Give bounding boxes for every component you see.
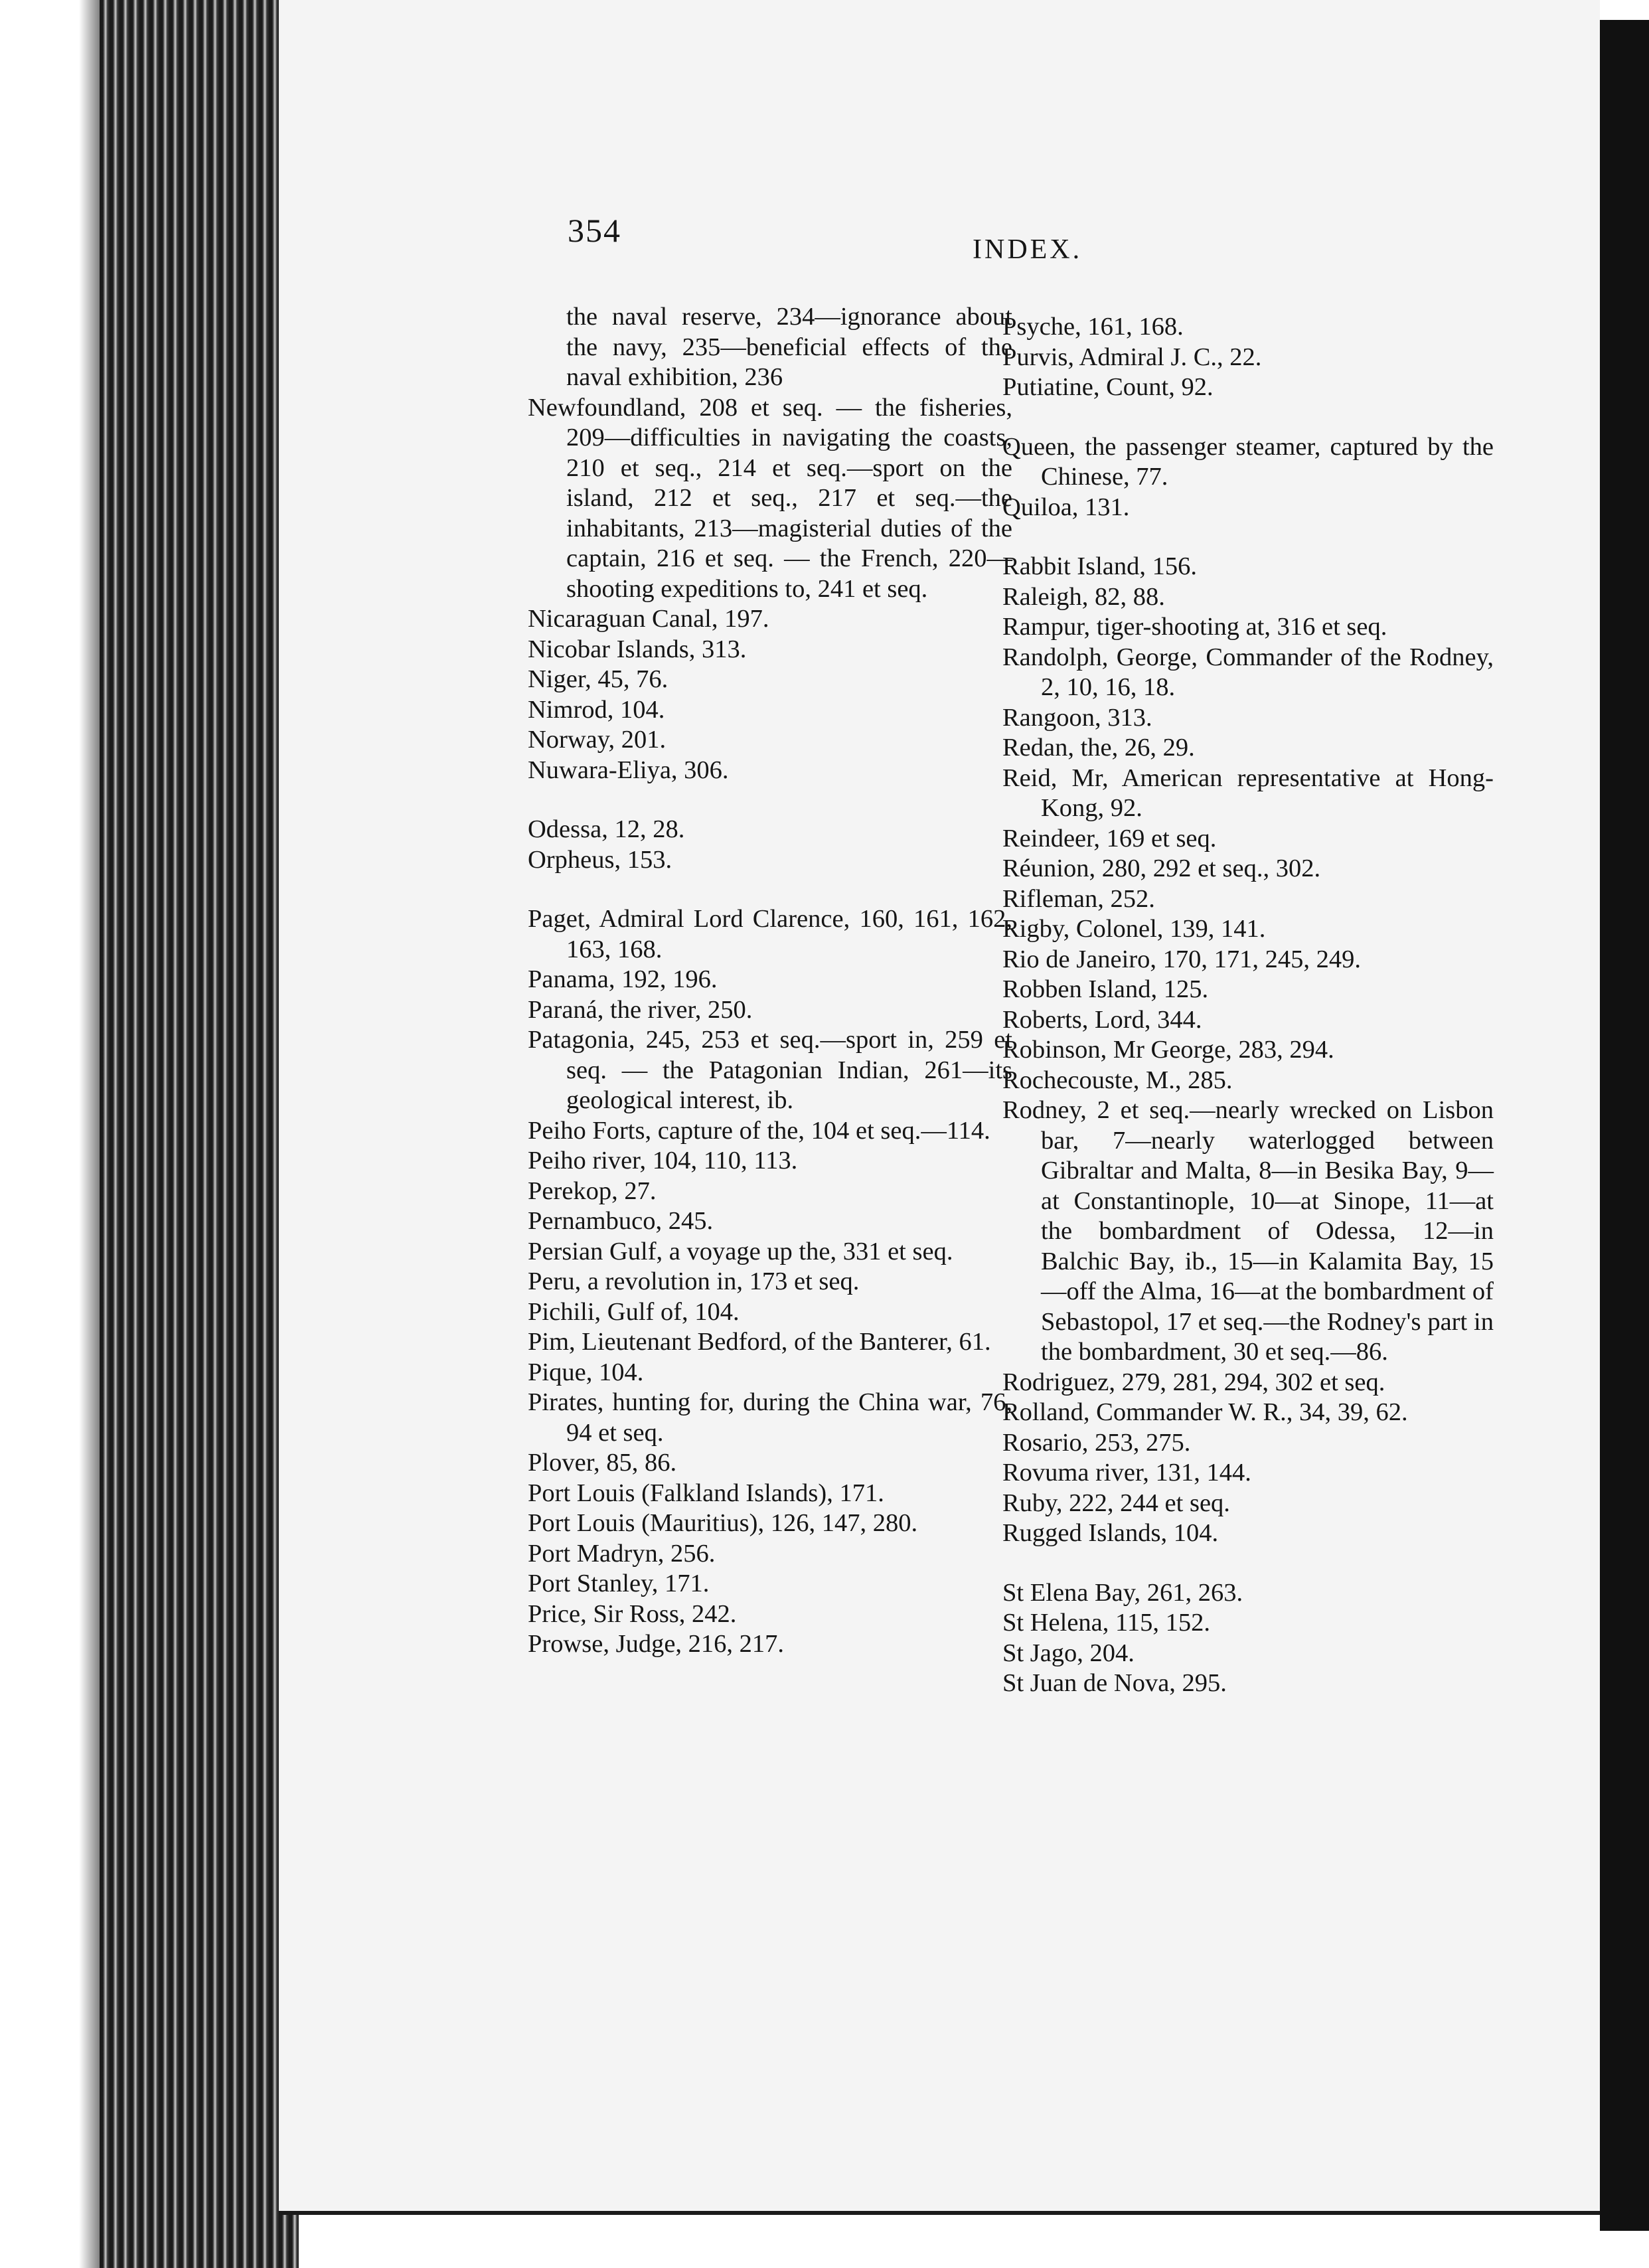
index-entry: Rovuma river, 131, 144.: [1002, 1459, 1251, 1487]
index-entry: Queen, the passenger steamer, captured by the Chinese, 77.: [1002, 432, 1494, 491]
index-entry: Putiatine, Count, 92.: [1002, 373, 1214, 401]
index-entry: Peiho river, 104, 110, 113.: [528, 1147, 798, 1174]
index-entry: St Helena, 115, 152.: [1002, 1609, 1210, 1637]
index-entry: Newfoundland, 208 et seq. — the fisheries, 209—difficulties in navigating the coasts, 210 et seq., 214 et seq.—sport on the island, 212 et seq., 217 et seq.—the inhabitants, 213—magisterial duties of the captain, 216 et seq. — the French, 220—shooting expeditions to, 241 et seq.: [528, 393, 1012, 603]
index-entry: Reindeer, 169 et seq.: [1002, 824, 1217, 852]
entry-gap: [528, 785, 1012, 815]
index-entry: Rosario, 253, 275.: [1002, 1428, 1191, 1457]
index-entry: Nicobar Islands, 313.: [528, 635, 747, 663]
index-entry: Patagonia, 245, 253 et seq.—sport in, 259 et seq. — the Patagonian Indian, 261—its geological interest, ib.: [528, 1026, 1012, 1114]
index-entry: Raleigh, 82, 88.: [1002, 582, 1165, 611]
index-entry: St Juan de Nova, 295.: [1002, 1669, 1227, 1697]
index-entry: Odessa, 12, 28.: [528, 815, 685, 843]
page-edges: [100, 0, 299, 2268]
entry-gap: [1002, 523, 1494, 552]
index-entry: Pichili, Gulf of, 104.: [528, 1297, 740, 1326]
index-entry: Pim, Lieutenant Bedford, of the Banterer, 61.: [528, 1328, 991, 1356]
entry-gap: [1002, 1549, 1494, 1578]
index-entry: Reid, Mr, American representative at Hong-Kong, 92.: [1002, 764, 1494, 822]
index-entry: Roberts, Lord, 344.: [1002, 1005, 1202, 1034]
index-column-left: [528, 302, 1012, 1660]
index-entry: Pernambuco, 245.: [528, 1207, 714, 1235]
index-entry: St Jago, 204.: [1002, 1639, 1135, 1667]
index-entry: Rio de Janeiro, 170, 171, 245, 249.: [1002, 945, 1362, 973]
entry-gap: [528, 875, 1012, 904]
index-entry: Peru, a revolution in, 173 et seq.: [528, 1267, 860, 1295]
index-entry: Rolland, Commander W. R., 34, 39, 62.: [1002, 1398, 1408, 1426]
index-entry: Purvis, Admiral J. C., 22.: [1002, 343, 1262, 371]
index-entry: Prowse, Judge, 216, 217.: [528, 1630, 785, 1658]
index-entry: Orpheus, 153.: [528, 845, 672, 874]
index-entry: Robben Island, 125.: [1002, 975, 1209, 1003]
entry-gap: [1002, 403, 1494, 432]
index-entry: Pique, 104.: [528, 1358, 644, 1386]
index-entry: Redan, the, 26, 29.: [1002, 734, 1195, 762]
index-column-right: [1002, 312, 1494, 1699]
index-entry: Rodriguez, 279, 281, 294, 302 et seq.: [1002, 1368, 1385, 1396]
index-entry: Paget, Admiral Lord Clarence, 160, 161, 162, 163, 168.: [528, 905, 1012, 963]
index-entry: Persian Gulf, a voyage up the, 331 et seq.: [528, 1237, 953, 1265]
index-entry: Rampur, tiger-shooting at, 316 et seq.: [1002, 613, 1387, 641]
running-head: INDEX.: [973, 234, 1083, 265]
index-entry: Peiho Forts, capture of the, 104 et seq.—114.: [528, 1116, 990, 1145]
index-entry: Nuwara-Eliya, 306.: [528, 756, 729, 784]
index-entry: Nicaraguan Canal, 197.: [528, 605, 769, 633]
index-entry: Psyche, 161, 168.: [1002, 313, 1184, 341]
index-entry: Réunion, 280, 292 et seq., 302.: [1002, 854, 1321, 882]
index-entry: Rabbit Island, 156.: [1002, 552, 1197, 580]
index-entry: Robinson, Mr George, 283, 294.: [1002, 1036, 1334, 1064]
index-entry: the naval reserve, 234—ignorance about the navy, 235—beneficial effects of the naval exhibition, 236: [566, 303, 1012, 391]
index-entry: Panama, 192, 196.: [528, 965, 718, 993]
index-entry: Norway, 201.: [528, 726, 667, 754]
index-entry: Rugged Islands, 104.: [1002, 1519, 1219, 1547]
index-entry: Port Louis (Falkland Islands), 171.: [528, 1479, 884, 1507]
index-entry: Randolph, George, Commander of the Rodney, 2, 10, 16, 18.: [1002, 643, 1494, 701]
index-entry: Quiloa, 131.: [1002, 493, 1130, 521]
index-entry: Ruby, 222, 244 et seq.: [1002, 1489, 1230, 1517]
index-entry: Paraná, the river, 250.: [528, 995, 753, 1024]
index-entry: Port Louis (Mauritius), 126, 147, 280.: [528, 1509, 918, 1537]
facing-page-edge: [1600, 20, 1649, 2231]
index-entry: Rifleman, 252.: [1002, 884, 1155, 913]
index-entry: St Elena Bay, 261, 263.: [1002, 1578, 1243, 1607]
index-entry: Pirates, hunting for, during the China war, 76, 94 et seq.: [528, 1388, 1012, 1447]
index-entry: Perekop, 27.: [528, 1176, 657, 1205]
index-entry: Plover, 85, 86.: [528, 1449, 677, 1477]
index-entry: Price, Sir Ross, 242.: [528, 1599, 737, 1628]
index-entry: Port Stanley, 171.: [528, 1570, 710, 1597]
index-entry: Rochecouste, M., 285.: [1002, 1066, 1233, 1094]
index-entry: Rigby, Colonel, 139, 141.: [1002, 915, 1266, 943]
index-entry: Rangoon, 313.: [1002, 703, 1152, 732]
index-entry: Niger, 45, 76.: [528, 665, 668, 693]
index-entry: Rodney, 2 et seq.—nearly wrecked on Lisbon bar, 7—nearly waterlogged between Gibraltar and Malta, 8—in Besika Bay, 9—at Constantinople, 10—at Sinope, 11—at the bombardment of Odessa, 12—in Balchic Bay, ib., 15—in Kalamita Bay, 15—off the Alma, 16—at the bombardment of Sebastopol, 17 et seq.—the Rodney's part in the bombardment, 30 et seq.—86.: [1002, 1096, 1494, 1366]
page-number: 354: [568, 212, 621, 249]
index-entry: Port Madryn, 256.: [528, 1539, 716, 1568]
index-entry: Nimrod, 104.: [528, 695, 665, 724]
book-spine-shadow: [0, 0, 113, 2268]
